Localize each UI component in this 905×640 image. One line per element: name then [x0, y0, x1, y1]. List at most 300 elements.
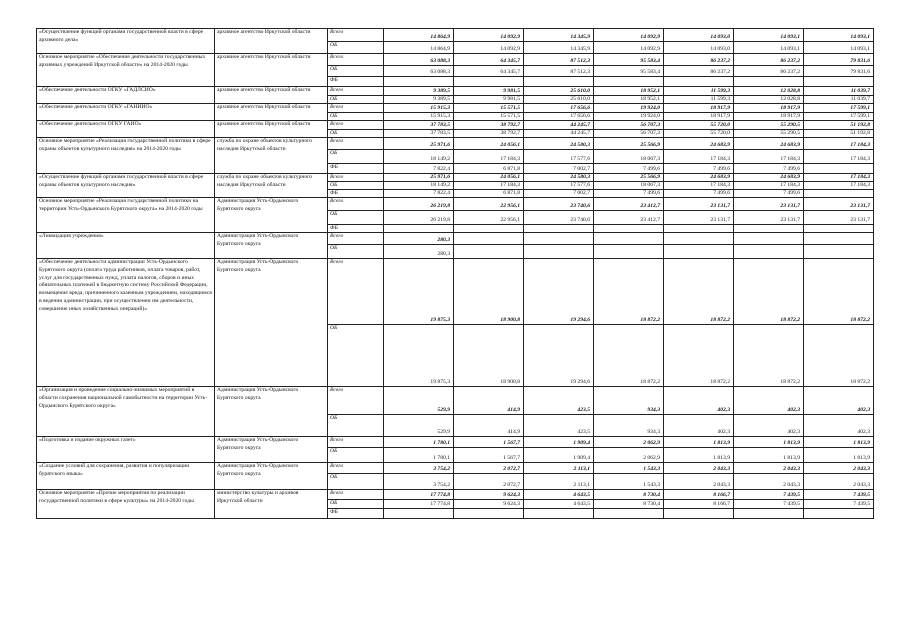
amount-cell	[664, 509, 734, 519]
amount-cell	[804, 245, 874, 259]
amount-cell: 17 184,3	[454, 182, 524, 190]
table-row	[37, 259, 874, 325]
amount-cell: 19 924,0	[594, 113, 664, 121]
amount-cell: 24 580,3	[524, 138, 594, 150]
amount-cell: 9 624,3	[454, 490, 524, 500]
amount-cell: 14 092,9	[594, 42, 664, 54]
amount-cell: 55 720,0	[664, 121, 734, 130]
funding-source-cell: ОБ	[328, 415, 384, 437]
amount-cell: 55 290,5	[734, 121, 804, 130]
amount-cell: 18 872,2	[734, 259, 804, 325]
funding-source-cell: ОБ	[328, 113, 384, 121]
amount-cell: 2 113,1	[524, 463, 594, 474]
amount-cell: 402,3	[734, 387, 804, 415]
amount-cell: 1 543,3	[594, 474, 664, 490]
table-row	[37, 490, 874, 500]
amount-cell: 17 184,3	[454, 150, 524, 164]
amount-cell: 14 093,0	[664, 29, 734, 42]
table-row	[37, 54, 874, 66]
amount-cell: 18 917,9	[664, 104, 734, 113]
amount-cell: 19 294,6	[524, 259, 594, 325]
event-name-cell: «Создание условий для сохранения, развития и популяризации бурятского языка»	[37, 463, 215, 490]
funding-source-cell: Всего	[328, 174, 384, 182]
event-name-cell: «Осуществление функций органами государственной власти в сфере архивного дела»	[37, 29, 215, 54]
amount-cell: 7 002,7	[524, 190, 594, 198]
amount-cell: 26 219,8	[384, 198, 454, 211]
amount-cell	[664, 77, 734, 87]
amount-cell: 402,3	[664, 387, 734, 415]
amount-cell: 17 184,3	[804, 182, 874, 190]
amount-cell: 95 583,4	[594, 54, 664, 66]
funding-source-cell: ОБ	[328, 42, 384, 54]
executor-cell: Администрация Усть-Ордынского Бурятского округа	[215, 198, 328, 233]
amount-cell: 14 093,1	[734, 29, 804, 42]
funding-source-cell: Всего	[328, 138, 384, 150]
amount-cell: 86 237,2	[734, 54, 804, 66]
amount-cell: 14 092,9	[594, 29, 664, 42]
amount-cell: 8 730,4	[594, 500, 664, 509]
amount-cell: 1 813,9	[734, 448, 804, 463]
funding-source-cell: Всего	[328, 490, 384, 500]
amount-cell: 529,9	[384, 415, 454, 437]
amount-cell: 9 389,5	[384, 96, 454, 104]
amount-cell: 86 237,2	[664, 66, 734, 77]
table-row	[37, 87, 874, 96]
amount-cell: 79 831,6	[804, 54, 874, 66]
funding-source-cell: ОБ	[328, 325, 384, 387]
amount-cell: 2 043,3	[804, 463, 874, 474]
executor-cell: архивное агентство Иркутской области	[215, 104, 328, 121]
amount-cell: 15 915,3	[384, 113, 454, 121]
amount-cell: 18 872,2	[664, 325, 734, 387]
amount-cell	[734, 509, 804, 519]
amount-cell: 51 192,8	[804, 121, 874, 130]
amount-cell: 56 707,3	[594, 130, 664, 138]
amount-cell: 12 028,8	[734, 87, 804, 96]
amount-cell	[524, 509, 594, 519]
amount-cell: 22 956,1	[454, 211, 524, 225]
amount-cell: 23 131,7	[664, 198, 734, 211]
funding-source-cell: ФБ	[328, 164, 384, 174]
amount-cell	[524, 233, 594, 245]
amount-cell: 18 900,8	[454, 325, 524, 387]
funding-source-cell: ОБ	[328, 96, 384, 104]
amount-cell: 402,3	[804, 387, 874, 415]
amount-cell: 8 166,7	[664, 500, 734, 509]
amount-cell: 25 566,9	[594, 138, 664, 150]
funding-source-cell: ФБ	[328, 225, 384, 233]
amount-cell: 24 056,1	[454, 174, 524, 182]
amount-cell: 17 774,8	[384, 500, 454, 509]
amount-cell: 7 822,4	[384, 190, 454, 198]
amount-cell: 1 813,9	[734, 437, 804, 448]
funding-source-cell: ОБ	[328, 182, 384, 190]
amount-cell: 23 412,7	[594, 198, 664, 211]
funding-source-cell: Всего	[328, 233, 384, 245]
amount-cell: 24 683,9	[664, 174, 734, 182]
amount-cell: 86 237,2	[664, 54, 734, 66]
amount-cell	[594, 233, 664, 245]
amount-cell: 7 499,6	[664, 164, 734, 174]
amount-cell: 2 072,7	[454, 474, 524, 490]
amount-cell: 1 813,9	[804, 437, 874, 448]
amount-cell: 8 730,4	[594, 490, 664, 500]
amount-cell: 1 543,3	[594, 463, 664, 474]
funding-source-cell: Всего	[328, 104, 384, 113]
amount-cell: 934,3	[594, 415, 664, 437]
amount-cell: 87 512,3	[524, 66, 594, 77]
amount-cell: 9 981,5	[454, 96, 524, 104]
amount-cell: 18 917,9	[664, 113, 734, 121]
funding-source-cell: ФБ	[328, 190, 384, 198]
executor-cell: Администрация Усть-Ордынского Бурятского округа	[215, 259, 328, 387]
amount-cell: 63 088,3	[384, 54, 454, 66]
amount-cell: 9 389,5	[384, 87, 454, 96]
table-row	[37, 174, 874, 182]
amount-cell: 9 981,5	[454, 87, 524, 96]
amount-cell	[524, 245, 594, 259]
amount-cell: 15 571,5	[454, 113, 524, 121]
funding-source-cell: Всего	[328, 87, 384, 96]
table-row	[37, 29, 874, 42]
amount-cell: 11 599,3	[664, 96, 734, 104]
table-row	[37, 104, 874, 113]
event-name-cell: Основное мероприятие «Реализация государственной политики в сфере охраны объектов культурного наследия» на 2014-2020 годы	[37, 138, 215, 174]
amount-cell: 7 439,5	[734, 500, 804, 509]
amount-cell: 19 875,3	[384, 259, 454, 325]
amount-cell: 56 707,3	[594, 121, 664, 130]
amount-cell: 11 039,7	[804, 96, 874, 104]
amount-cell: 14 092,9	[454, 42, 524, 54]
amount-cell: 2 062,9	[594, 448, 664, 463]
amount-cell: 2 043,3	[664, 474, 734, 490]
amount-cell: 2 113,1	[524, 474, 594, 490]
amount-cell: 17 184,3	[664, 182, 734, 190]
amount-cell: 55 290,5	[734, 130, 804, 138]
event-name-cell: «Обеспечение деятельности ОГКУ ГАИО»	[37, 121, 215, 138]
amount-cell: 14 093,1	[734, 42, 804, 54]
budget-table-sheet	[36, 28, 873, 519]
amount-cell: 4 643,5	[524, 500, 594, 509]
amount-cell	[804, 509, 874, 519]
amount-cell: 44 245,7	[524, 121, 594, 130]
amount-cell: 15 915,3	[384, 104, 454, 113]
funding-source-cell: Всего	[328, 121, 384, 130]
amount-cell: 7 439,5	[804, 490, 874, 500]
amount-cell: 4 643,5	[524, 490, 594, 500]
amount-cell: 86 237,2	[734, 66, 804, 77]
amount-cell	[454, 77, 524, 87]
amount-cell: 14 864,9	[384, 29, 454, 42]
event-name-cell: «Обеспечение деятельности ОГКУ «ГАДЛСИО»	[37, 87, 215, 104]
amount-cell: 23 131,7	[804, 211, 874, 225]
amount-cell: 6 871,8	[454, 164, 524, 174]
amount-cell: 18 952,1	[594, 87, 664, 96]
event-name-cell: «Осуществление функций органами государственной власти в сфере охраны объектов культурного наследия»	[37, 174, 215, 198]
table-row	[37, 121, 874, 130]
amount-cell: 25 971,6	[384, 174, 454, 182]
amount-cell	[734, 77, 804, 87]
amount-cell: 17 184,3	[804, 138, 874, 150]
amount-cell: 6 871,8	[454, 190, 524, 198]
amount-cell: 1 909,4	[524, 448, 594, 463]
event-name-cell: «Ликвидация учреждения»	[37, 233, 215, 259]
amount-cell: 2 043,3	[734, 474, 804, 490]
amount-cell	[664, 245, 734, 259]
amount-cell: 414,9	[454, 415, 524, 437]
amount-cell: 18 872,2	[804, 259, 874, 325]
event-name-cell: «Обеспечение деятельности ОГКУ «ГАНИИО»	[37, 104, 215, 121]
amount-cell: 23 412,7	[594, 211, 664, 225]
amount-cell: 3 754,2	[384, 463, 454, 474]
event-name-cell: «Обеспечение деятельности администрации Усть-Ордынского Бурятского округа (оплата труда работников, оплата товаров, работ, услуг для государственных нужд, уплата налогов, сборов и иных обязательных платежей в бюджетную систему Российской Федерации, возмещение вреда, причиненного казенным учреждением, находящимся в ведении администрации, при осуществлении им деятельности, совершение иных хозяйственных операций)»	[37, 259, 215, 387]
amount-cell	[454, 233, 524, 245]
funding-source-cell: Всего	[328, 54, 384, 66]
amount-cell: 3 754,2	[384, 474, 454, 490]
amount-cell: 19 924,0	[594, 104, 664, 113]
amount-cell: 17 577,6	[524, 150, 594, 164]
amount-cell: 423,5	[524, 415, 594, 437]
executor-cell: Администрация Усть-Ордынского Бурятского округа	[215, 387, 328, 437]
amount-cell: 2 062,9	[594, 437, 664, 448]
amount-cell: 17 656,6	[524, 113, 594, 121]
amount-cell: 14 345,9	[524, 42, 594, 54]
amount-cell	[384, 77, 454, 87]
amount-cell: 18 917,9	[734, 113, 804, 121]
amount-cell	[664, 225, 734, 233]
amount-cell: 24 580,3	[524, 174, 594, 182]
amount-cell: 37 783,5	[384, 121, 454, 130]
amount-cell: 23 131,7	[664, 211, 734, 225]
amount-cell: 1 813,9	[804, 448, 874, 463]
amount-cell	[454, 225, 524, 233]
amount-cell	[734, 245, 804, 259]
amount-cell: 17 184,3	[734, 182, 804, 190]
event-name-cell: Основное мероприятие «Реализация государственной политики на территории Усть-Ордынского Бурятского округа» на 2014-2020 годы	[37, 198, 215, 233]
event-name-cell: Основное мероприятие «Обеспечение деятельности государственных архивных учреждений Иркутской области» на 2014-2020 годы	[37, 54, 215, 87]
amount-cell: 23 740,6	[524, 198, 594, 211]
amount-cell	[734, 225, 804, 233]
amount-cell: 38 792,7	[454, 130, 524, 138]
amount-cell: 7 822,4	[384, 164, 454, 174]
amount-cell: 15 571,5	[454, 104, 524, 113]
amount-cell	[594, 245, 664, 259]
amount-cell: 7 439,5	[734, 490, 804, 500]
amount-cell: 11 599,3	[664, 87, 734, 96]
amount-cell: 18 872,2	[804, 325, 874, 387]
executor-cell: архивное агентство Иркутской области	[215, 87, 328, 104]
funding-source-cell: ОБ	[328, 245, 384, 259]
amount-cell: 87 512,3	[524, 54, 594, 66]
amount-cell: 1 780,1	[384, 448, 454, 463]
amount-cell: 25 610,0	[524, 87, 594, 96]
amount-cell: 18 952,1	[594, 96, 664, 104]
event-name-cell: Основное мероприятие «Прочие мероприятия по реализации государственной политики в сфере культуры» на 2014-2020 годы	[37, 490, 215, 519]
amount-cell	[734, 233, 804, 245]
event-name-cell: «Организация и проведение социально-значимых мероприятий в области сохранения национальной самобытности на территории Усть-Ордынского Бурятского округа»	[37, 387, 215, 437]
amount-cell: 402,3	[664, 415, 734, 437]
amount-cell: 7 439,5	[804, 500, 874, 509]
amount-cell	[384, 509, 454, 519]
amount-cell: 24 683,9	[734, 174, 804, 182]
amount-cell: 19 875,3	[384, 325, 454, 387]
amount-cell: 1 813,9	[664, 448, 734, 463]
amount-cell: 423,5	[524, 387, 594, 415]
amount-cell: 9 624,3	[454, 500, 524, 509]
amount-cell: 7 499,6	[734, 190, 804, 198]
table-row	[37, 463, 874, 474]
amount-cell: 14 864,9	[384, 42, 454, 54]
amount-cell: 17 184,3	[804, 174, 874, 182]
amount-cell: 64 345,7	[454, 54, 524, 66]
amount-cell: 7 499,6	[734, 164, 804, 174]
amount-cell: 17 577,6	[524, 182, 594, 190]
amount-cell: 23 131,7	[734, 198, 804, 211]
amount-cell: 63 088,3	[384, 66, 454, 77]
funding-source-cell: ОБ	[328, 150, 384, 164]
amount-cell	[454, 509, 524, 519]
funding-source-cell: ОБ	[328, 500, 384, 509]
executor-cell: Администрация Усть-Ордынского Бурятского округа	[215, 437, 328, 463]
amount-cell: 17 774,8	[384, 490, 454, 500]
amount-cell: 14 345,9	[524, 29, 594, 42]
amount-cell	[804, 190, 874, 198]
amount-cell: 14 093,1	[804, 29, 874, 42]
table-row	[37, 387, 874, 415]
amount-cell: 19 294,6	[524, 325, 594, 387]
funding-source-cell: Всего	[328, 259, 384, 325]
amount-cell: 402,3	[804, 415, 874, 437]
amount-cell: 95 583,4	[594, 66, 664, 77]
table-row	[37, 233, 874, 245]
funding-source-cell: Всего	[328, 29, 384, 42]
amount-cell: 7 002,7	[524, 164, 594, 174]
funding-source-cell: ОБ	[328, 474, 384, 490]
amount-cell	[454, 245, 524, 259]
amount-cell: 25 971,6	[384, 138, 454, 150]
budget-table	[36, 28, 874, 519]
amount-cell: 26 219,8	[384, 211, 454, 225]
amount-cell: 18 872,2	[664, 259, 734, 325]
amount-cell	[804, 225, 874, 233]
amount-cell: 7 499,6	[594, 164, 664, 174]
funding-source-cell: ОБ	[328, 448, 384, 463]
amount-cell: 529,9	[384, 387, 454, 415]
amount-cell: 23 740,6	[524, 211, 594, 225]
amount-cell: 44 245,7	[524, 130, 594, 138]
funding-source-cell: ФБ	[328, 509, 384, 519]
amount-cell: 18 872,2	[734, 325, 804, 387]
amount-cell: 7 499,6	[664, 190, 734, 198]
table-row	[37, 138, 874, 150]
amount-cell	[524, 225, 594, 233]
funding-source-cell: Всего	[328, 198, 384, 211]
executor-cell: служба по охране объектов культурного наследия Иркутской области	[215, 174, 328, 198]
funding-source-cell: Всего	[328, 387, 384, 415]
amount-cell: 24 056,1	[454, 138, 524, 150]
amount-cell: 2 043,3	[804, 474, 874, 490]
amount-cell: 1 813,9	[664, 437, 734, 448]
amount-cell: 17 184,3	[804, 150, 874, 164]
amount-cell	[804, 233, 874, 245]
amount-cell: 14 093,1	[804, 42, 874, 54]
amount-cell: 934,3	[594, 387, 664, 415]
amount-cell: 17 599,1	[804, 104, 874, 113]
amount-cell: 17 184,3	[734, 150, 804, 164]
amount-cell: 402,3	[734, 415, 804, 437]
amount-cell: 14 093,0	[664, 42, 734, 54]
amount-cell: 23 131,7	[804, 198, 874, 211]
executor-cell: министерство культуры и архивов Иркутской области	[215, 490, 328, 519]
funding-source-cell: Всего	[328, 463, 384, 474]
amount-cell: 18 917,9	[734, 104, 804, 113]
amount-cell	[804, 77, 874, 87]
executor-cell: архивное агентство Иркутской области	[215, 29, 328, 54]
event-name-cell: «Подготовка и издание окружных газет»	[37, 437, 215, 463]
amount-cell: 1 780,1	[384, 437, 454, 448]
executor-cell: архивное агентство Иркутской области	[215, 121, 328, 138]
table-row	[37, 437, 874, 448]
amount-cell: 64 345,7	[454, 66, 524, 77]
amount-cell	[594, 77, 664, 87]
amount-cell: 18 149,2	[384, 182, 454, 190]
amount-cell: 2 072,7	[454, 463, 524, 474]
amount-cell	[664, 233, 734, 245]
amount-cell: 11 039,7	[804, 87, 874, 96]
amount-cell	[594, 509, 664, 519]
executor-cell: служба по охране объектов культурного наследия Иркутской области	[215, 138, 328, 174]
amount-cell: 24 683,9	[664, 138, 734, 150]
executor-cell: Администрация Усть-Ордынского Бурятского округа	[215, 463, 328, 490]
table-body	[37, 29, 874, 519]
amount-cell: 51 192,8	[804, 130, 874, 138]
amount-cell: 25 566,9	[594, 174, 664, 182]
amount-cell: 14 092,9	[454, 29, 524, 42]
amount-cell: 280,3	[384, 233, 454, 245]
amount-cell: 55 720,0	[664, 130, 734, 138]
amount-cell: 2 043,3	[734, 463, 804, 474]
amount-cell: 280,3	[384, 245, 454, 259]
amount-cell: 17 184,3	[664, 150, 734, 164]
funding-source-cell: ФБ	[328, 77, 384, 87]
amount-cell: 18 872,2	[594, 259, 664, 325]
amount-cell: 18 149,2	[384, 150, 454, 164]
executor-cell: Администрация Усть-Ордынского Бурятского округа	[215, 233, 328, 259]
amount-cell: 37 783,5	[384, 130, 454, 138]
amount-cell: 1 567,7	[454, 437, 524, 448]
executor-cell: архивное агентство Иркутской области	[215, 54, 328, 87]
amount-cell: 1 567,7	[454, 448, 524, 463]
amount-cell: 17 656,6	[524, 104, 594, 113]
amount-cell: 8 166,7	[664, 490, 734, 500]
amount-cell	[524, 77, 594, 87]
amount-cell: 23 131,7	[734, 211, 804, 225]
funding-source-cell: ОБ	[328, 211, 384, 225]
amount-cell: 18 900,8	[454, 259, 524, 325]
amount-cell: 12 028,8	[734, 96, 804, 104]
amount-cell: 7 499,6	[594, 190, 664, 198]
amount-cell: 18 067,3	[594, 182, 664, 190]
amount-cell: 2 043,3	[664, 463, 734, 474]
amount-cell: 18 067,3	[594, 150, 664, 164]
amount-cell: 79 831,6	[804, 66, 874, 77]
table-row	[37, 198, 874, 211]
amount-cell: 414,9	[454, 387, 524, 415]
amount-cell: 17 599,1	[804, 113, 874, 121]
funding-source-cell: Всего	[328, 437, 384, 448]
amount-cell: 18 872,2	[594, 325, 664, 387]
amount-cell: 24 683,9	[734, 138, 804, 150]
